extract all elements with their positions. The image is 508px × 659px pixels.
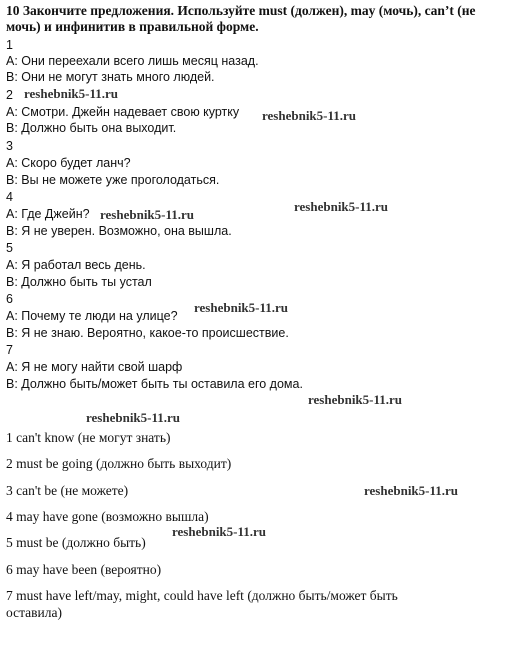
watermark: reshebnik5-11.ru — [194, 300, 289, 315]
dialogue-line-b: B: Они не могут знать много людей. — [6, 70, 215, 84]
dialogue-line-b: B: Я не знаю. Вероятно, какое-то происшествие. — [6, 326, 289, 340]
dialogue-line-a: A: Смотри. Джейн надевает свою куртку — [6, 105, 240, 119]
dialogue-line-a: A: Почему те люди на улице? — [6, 309, 178, 323]
dialogue-line-b: B: Я не уверен. Возможно, она вышла. — [6, 224, 232, 238]
answer-item: 6 may have been (вероятно) — [6, 562, 162, 577]
dialogue-number: 3 — [6, 139, 13, 153]
dialogue-line-a: A: Где Джейн? — [6, 207, 90, 221]
dialogue-number: 4 — [6, 190, 13, 204]
watermark: reshebnik5-11.ru — [364, 483, 459, 498]
dialogue-line-b: B: Должно быть/может быть ты оставила его дома. — [6, 377, 303, 391]
dialogue-line-b: B: Должно быть ты устал — [6, 275, 152, 289]
watermark: reshebnik5-11.ru — [172, 524, 267, 539]
dialogue-number: 2 — [6, 88, 13, 102]
watermark: reshebnik5-11.ru — [294, 199, 389, 214]
watermark: reshebnik5-11.ru — [100, 207, 195, 222]
answer-item: 7 must have left/may, might, could have left (должно быть/может быть оставила) — [6, 588, 398, 620]
answer-item: 1 can't know (не могут знать) — [6, 430, 171, 445]
exercise-title: 10 Закончите предложения. Используйте must (должен), may (мочь), can’t (не мочь) и инфинитив в правильной форме. — [6, 3, 476, 34]
dialogue-line-a: A: Скоро будет ланч? — [6, 156, 131, 170]
dialogue-line-b: B: Вы не можете уже проголодаться. — [6, 173, 220, 187]
dialogue-line-a: A: Я не могу найти свой шарф — [6, 360, 183, 374]
dialogue-number: 1 — [6, 38, 13, 52]
answer-item: 5 must be (должно быть) — [6, 535, 146, 550]
dialogue-number: 5 — [6, 241, 13, 255]
dialogue-number: 6 — [6, 292, 13, 306]
dialogue-line-b: B: Должно быть она выходит. — [6, 121, 177, 135]
answer-item: 2 must be going (должно быть выходит) — [6, 456, 232, 471]
answer-item: 4 may have gone (возможно вышла) — [6, 509, 209, 524]
answer-item: 3 can't be (не можете) — [6, 483, 129, 498]
dialogue-line-a: A: Они переехали всего лишь месяц назад. — [6, 54, 259, 68]
watermark: reshebnik5-11.ru — [24, 86, 119, 101]
watermark: reshebnik5-11.ru — [262, 108, 357, 123]
watermark: reshebnik5-11.ru — [86, 410, 181, 425]
watermark: reshebnik5-11.ru — [308, 392, 403, 407]
dialogue-line-a: A: Я работал весь день. — [6, 258, 146, 272]
dialogue-number: 7 — [6, 343, 13, 357]
